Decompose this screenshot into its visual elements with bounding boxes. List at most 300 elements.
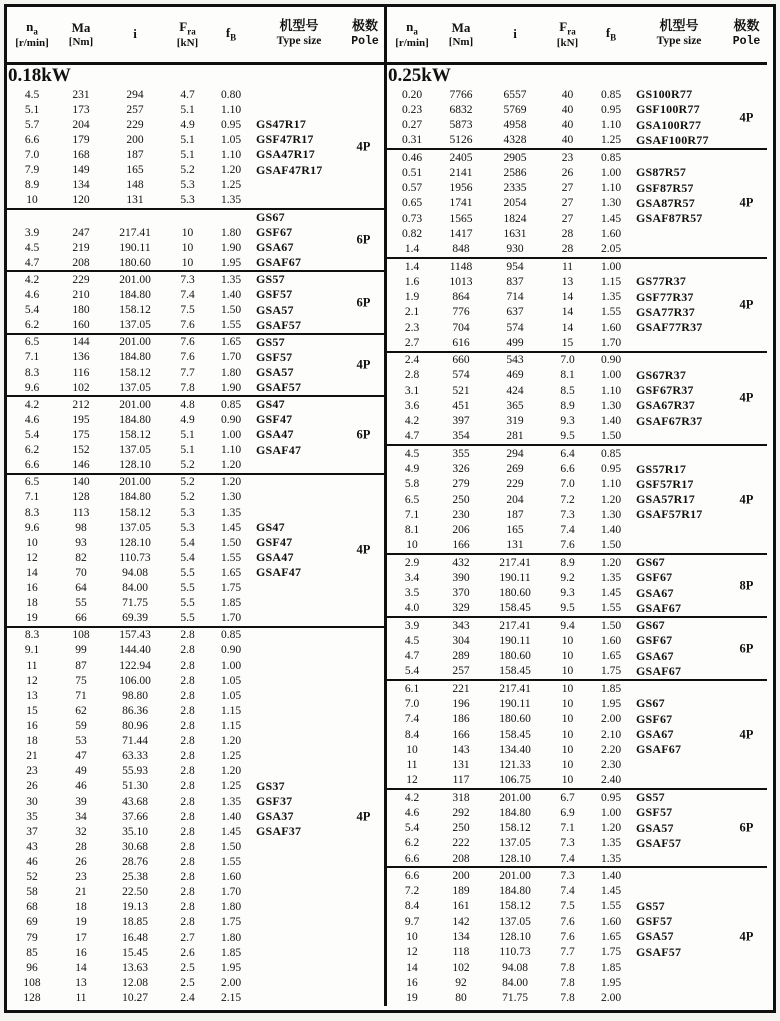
cell-i: 930 [506,243,524,256]
cell-na: 12 [26,551,38,564]
cell-na: 9.1 [24,644,40,657]
cell-ma: 1741 [449,197,473,210]
cell-fb: 1.40 [600,415,622,428]
cell-ma: 208 [452,852,470,865]
cell-i: 365 [506,399,524,412]
table-row [7,794,384,809]
cell-fra: 11 [561,260,574,273]
table-row [7,824,384,839]
cell-type: GSF77R37 [636,289,694,304]
cell-fra: 7.7 [560,946,575,959]
table-row [7,596,384,611]
cell-fra: 2.8 [180,840,195,853]
table-row [387,649,767,664]
cell-type: GSF100R77 [636,102,700,117]
cell-fra: 2.8 [180,901,195,914]
cell-ma: 39 [75,795,87,808]
table-row [387,196,767,211]
cell-type: GSAF57 [636,835,682,850]
cell-i: 106.75 [499,774,531,787]
cell-fra: 26 [561,166,574,179]
cell-na: 37 [26,825,38,838]
column-header-type: 机型号 Type size [276,19,322,48]
cell-na: 3.1 [404,384,420,397]
cell-na: 16 [406,976,418,989]
cell-i: 18.85 [122,916,148,929]
cell-na: 10 [406,743,418,756]
table-row [7,102,384,117]
cell-type: GSAF67 [636,742,682,757]
cell-type: GSF57 [636,914,673,929]
cell-na: 18 [26,597,38,610]
table-row [387,398,767,413]
cell-fra: 7.6 [560,930,575,943]
cell-na: 52 [26,871,38,884]
cell-fb: 2.30 [600,759,622,772]
column-header-na: $n_a$ [r/min] [395,18,429,49]
cell-na: 6.6 [24,133,40,146]
cell-ma: 108 [72,629,90,642]
cell-fra: 7.6 [560,539,575,552]
cell-type: GSF37 [256,794,293,809]
table-row [7,960,384,975]
cell-ma: 62 [75,704,87,717]
cell-fb: 1.10 [220,444,242,457]
cell-na: 8.3 [24,629,40,642]
cell-na: 19 [26,612,38,625]
cell-na: 43 [26,840,38,853]
cell-fb: 1.50 [600,539,622,552]
cell-ma: 397 [452,415,470,428]
column-header-i: i [513,26,517,42]
cell-ma: 166 [452,728,470,741]
cell-ma: 180 [72,304,90,317]
cell-i: 137.05 [119,381,151,394]
cell-ma: 134 [72,179,90,192]
cell-fra: 9.5 [560,602,575,615]
cell-na: 0.82 [401,228,423,241]
cell-type: GSF57 [256,287,293,302]
cell-i: 71.75 [502,992,528,1005]
cell-na: 6.1 [404,682,420,695]
cell-ma: 186 [452,713,470,726]
rows-018kw [7,87,384,1006]
table-row [387,820,767,835]
cell-fb: 1.90 [220,381,242,394]
cell-fra: 7.3 [180,273,195,286]
cell-ma: 34 [75,810,87,823]
table-row [7,147,384,162]
cell-na: 4.5 [24,241,40,254]
cell-na: 6.5 [24,476,40,489]
ratio-group [7,473,384,626]
cell-ma: 146 [72,459,90,472]
cell-ma: 75 [75,674,87,687]
cell-i: 257 [126,103,144,116]
table-row [7,870,384,885]
gear-motor-selection-table [4,4,776,1013]
table-row [7,900,384,915]
cell-type: GSF67 [636,570,673,585]
cell-i: 51.30 [122,780,148,793]
cell-type: GSA47R17 [256,147,315,162]
cell-ma: 776 [452,306,470,319]
cell-fb: 1.45 [600,885,622,898]
cell-type: GS57 [636,898,665,913]
cell-fra: 5.5 [180,582,195,595]
cell-fra: 27 [561,182,574,195]
table-row [387,790,767,805]
table-row [387,555,767,570]
table-row [387,429,767,444]
cell-fra: 2.5 [180,976,195,989]
cell-i: 180.60 [499,650,531,663]
cell-fra: 5.3 [180,521,195,534]
cell-fra: 2.8 [180,916,195,929]
cell-fra: 4.7 [180,88,195,101]
table-row [7,225,384,240]
pole-label: 4P [739,727,754,742]
cell-type: GSA57 [636,929,674,944]
cell-fb: 1.35 [220,273,242,286]
table-row [7,718,384,733]
cell-ma: 131 [452,759,470,772]
ratio-group [7,87,384,208]
cell-na: 69 [26,916,38,929]
cell-i: 201.00 [499,869,531,882]
cell-fra: 2.8 [180,629,195,642]
table-row [387,570,767,585]
cell-fra: 10 [181,226,194,239]
table-row [7,458,384,473]
cell-fb: 0.95 [600,463,622,475]
table-row [7,703,384,718]
cell-i: 121.33 [499,759,531,772]
cell-na: 12 [406,774,418,787]
cell-ma: 200 [452,869,470,882]
cell-fb: 0.85 [600,88,622,101]
table-row [387,461,767,476]
cell-fb: 1.20 [600,822,622,835]
table-row [7,611,384,626]
table-row [387,851,767,866]
table-row [7,839,384,854]
cell-fra: 14 [561,291,574,304]
cell-i: 84.00 [122,582,148,595]
table-row [7,490,384,505]
cell-i: 180.60 [499,713,531,726]
cell-i: 574 [506,321,524,334]
cell-na: 2.8 [404,369,420,382]
table-row [387,492,767,507]
cell-ma: 292 [452,806,470,819]
cell-i: 157.43 [119,629,151,642]
cell-ma: 102 [72,381,90,394]
cell-fra: 7.4 [180,288,195,301]
cell-fb: 1.55 [600,306,622,319]
cell-i: 165 [126,164,144,177]
cell-na: 19 [406,992,418,1005]
cell-fra: 7.7 [180,366,195,379]
cell-ma: 7766 [449,88,473,101]
cell-fra: 7.4 [560,852,575,865]
cell-type: GS67 [256,209,285,224]
cell-fra: 7.6 [180,319,195,332]
cell-i: 158.45 [499,728,531,741]
cell-i: 184.80 [499,885,531,898]
cell-fb: 1.40 [600,869,622,882]
cell-ma: 168 [72,148,90,161]
ratio-group [387,616,767,679]
cell-fb: 1.35 [600,571,622,584]
cell-fra: 2.8 [180,886,195,899]
cell-ma: 221 [452,682,470,695]
cell-ma: 355 [452,447,470,460]
cell-fra: 7.4 [560,524,575,537]
cell-i: 122.94 [119,659,151,672]
ratio-group [7,626,384,1006]
cell-type: GSAF87R57 [636,211,703,226]
cell-type: GSA57 [636,820,674,835]
cell-fb: 1.20 [220,459,242,472]
table-row [387,884,767,899]
cell-na: 4.5 [404,634,420,647]
cell-ma: 210 [72,288,90,301]
cell-ma: 134 [452,930,470,943]
cell-na: 11 [406,759,418,772]
cell-na: 4.2 [404,415,420,428]
cell-i: 84.00 [502,976,528,989]
cell-i: 217.41 [499,619,531,632]
cell-na: 6.6 [404,852,420,865]
cell-fb: 1.65 [220,336,242,349]
cell-ma: 140 [72,476,90,489]
cell-type: GSA57 [256,365,294,380]
cell-fb: 1.65 [600,650,622,663]
cell-fra: 27 [561,212,574,225]
column-header-fra: $F_{ra}$ [kN] [556,18,579,49]
cell-i: 201.00 [499,791,531,804]
cell-fb: 1.40 [600,524,622,537]
cell-fb: 1.70 [220,612,242,625]
cell-fra: 10 [561,759,574,772]
cell-fb: 1.10 [600,478,622,491]
cell-i: 158.12 [499,900,531,913]
cell-na: 12 [26,674,38,687]
cell-fb: 1.05 [220,133,242,146]
cell-i: 128.10 [119,459,151,472]
cell-ma: 98 [75,521,87,534]
pole-label: 4P [356,542,371,557]
cell-i: 4958 [503,119,527,132]
cell-na: 5.4 [24,428,40,441]
table-row [387,118,767,133]
column-header-pole: 极数 Pole [351,19,379,49]
ratio-group [7,395,384,473]
cell-na: 4.2 [404,791,420,804]
table-row [387,960,767,975]
table-row [387,664,767,679]
cell-fra: 40 [561,134,574,147]
cell-type: GSF67R37 [636,383,694,398]
cell-na: 26 [26,780,38,793]
cell-fra: 10 [561,665,574,678]
cell-type: GSF67 [256,225,293,240]
table-row [7,210,384,225]
cell-i: 86.36 [122,704,148,717]
cell-fb: 0.95 [220,118,242,131]
cell-i: 69.39 [122,612,148,625]
cell-na: 23 [26,765,38,778]
table-row [7,87,384,102]
cell-fra: 2.8 [180,735,195,748]
cell-ma: 354 [452,430,470,443]
cell-fra: 10 [561,743,574,756]
cell-ma: 99 [75,644,87,657]
cell-i: 158.12 [119,304,151,317]
cell-i: 144.40 [119,644,151,657]
cell-i: 137.05 [499,837,531,850]
cell-na: 3.6 [404,399,420,412]
cell-fra: 7.2 [560,493,575,506]
cell-fra: 10 [181,241,194,254]
cell-fb: 1.70 [220,351,242,364]
cell-ma: 161 [452,900,470,913]
table-row [387,757,767,772]
cell-fb: 1.30 [600,399,622,412]
cell-fb: 1.15 [220,720,242,733]
cell-fra: 28 [561,243,574,256]
section-title-025kw: 0.25kW [388,65,451,86]
column-header-ma: Ma [Nm] [448,19,474,48]
cell-fra: 5.1 [180,148,195,161]
cell-ma: 2141 [449,166,473,179]
cell-fra: 28 [561,228,574,241]
cell-fb: 1.85 [600,682,622,695]
cell-fb: 1.50 [220,840,242,853]
cell-i: 2586 [503,166,527,179]
cell-ma: 230 [452,508,470,521]
cell-fra: 5.2 [180,476,195,489]
cell-fb: 1.45 [600,587,622,600]
cell-ma: 143 [452,743,470,756]
cell-fb: 1.30 [600,508,622,521]
cell-na: 30 [26,795,38,808]
cell-fb: 1.55 [600,602,622,615]
cell-type: GSAF57 [256,380,302,395]
cell-ma: 179 [72,133,90,146]
cell-fb: 1.35 [220,795,242,808]
table-row [7,673,384,688]
cell-type: GS47 [256,520,285,535]
cell-fra: 4.9 [180,413,195,426]
cell-type: GS47 [256,397,285,412]
cell-na: 58 [26,886,38,899]
cell-fb: 1.60 [600,321,622,334]
cell-fra: 2.8 [180,795,195,808]
cell-i: 158.12 [119,506,151,519]
cell-na: 4.6 [24,288,40,301]
cell-ma: 1148 [449,260,473,273]
cell-ma: 304 [452,634,470,647]
cell-na: 7.4 [404,713,420,726]
pole-label: 6P [739,641,754,656]
cell-ma: 704 [452,321,470,334]
cell-type: GSA67 [636,585,674,600]
cell-type: GSA67R37 [636,398,695,413]
table-row [7,193,384,208]
cell-na: 5.7 [24,118,40,131]
cell-fb: 1.10 [220,103,242,116]
cell-na: 46 [26,856,38,869]
cell-ma: 521 [452,384,470,397]
cell-type: GSAF37 [256,824,302,839]
cell-na: 4.2 [24,273,40,286]
cell-na: 2.9 [404,556,420,569]
cell-ma: 32 [75,825,87,838]
cell-fra: 7.8 [560,992,575,1005]
cell-na: 5.1 [24,103,40,116]
ratio-group [387,866,767,1005]
cell-na: 7.9 [24,164,40,177]
cell-ma: 14 [75,961,87,974]
table-row [387,868,767,883]
cell-fb: 1.00 [600,166,622,179]
cell-ma: 55 [75,597,87,610]
cell-ma: 318 [452,791,470,804]
cell-na: 6.2 [404,837,420,850]
column-header-pole: 极数 Pole [732,19,761,49]
cell-fra: 5.3 [180,194,195,207]
cell-fb: 1.30 [600,197,622,210]
column-header-ma: Ma [Nm] [68,19,94,48]
table-row [387,618,767,633]
cell-i: 134.40 [499,743,531,756]
table-row [7,350,384,365]
cell-na: 35 [26,810,38,823]
cell-fb: 2.15 [220,992,242,1004]
table-row [7,975,384,990]
cell-i: 131 [506,539,524,552]
cell-ma: 46 [75,780,87,793]
table-row [387,477,767,492]
cell-ma: 64 [75,582,87,595]
pole-label: 6P [356,295,371,310]
cell-fra: 7.5 [560,900,575,913]
cell-fra: 23 [561,151,574,164]
cell-fra: 7.8 [180,381,195,394]
cell-fb: 1.95 [220,256,242,269]
cell-fb: 1.65 [600,930,622,943]
cell-fra: 9.4 [560,619,575,632]
cell-type: GSAF57R17 [636,507,703,522]
cell-fra: 40 [561,119,574,132]
table-row [7,854,384,869]
cell-fb: 1.05 [220,689,242,702]
cell-ma: 92 [455,976,467,989]
cell-fra: 27 [561,197,574,210]
cell-type: GSA77R37 [636,304,695,319]
cell-fra: 2.8 [180,689,195,702]
cell-na: 3.9 [24,226,40,239]
cell-fb: 2.00 [600,713,622,726]
table-row [387,446,767,461]
cell-fra: 2.4 [180,992,195,1004]
cell-na: 0.65 [401,197,423,210]
cell-fra: 7.1 [560,822,575,835]
cell-ma: 160 [72,319,90,332]
cell-na: 85 [26,946,38,959]
